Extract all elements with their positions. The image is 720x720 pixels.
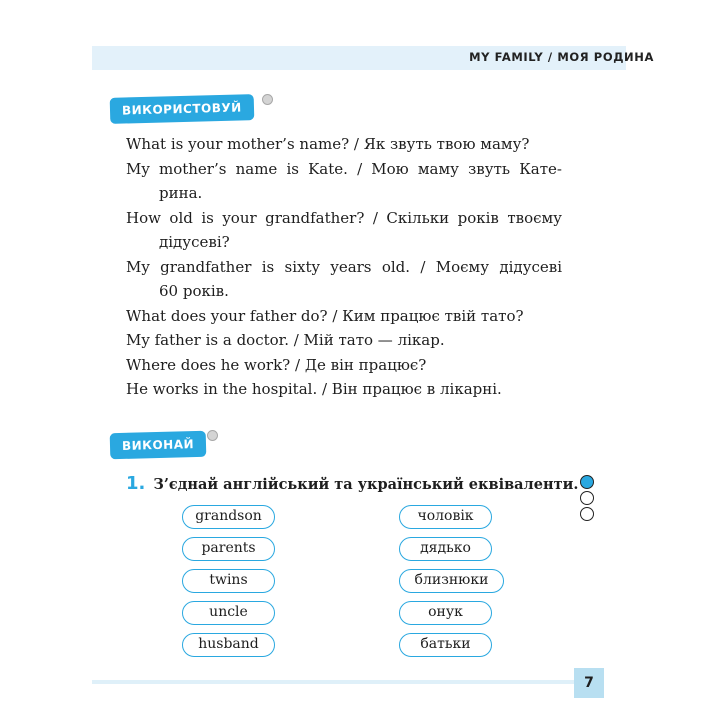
page-number: 7 — [574, 668, 604, 698]
level-dot-empty-icon — [580, 507, 594, 521]
level-dot-filled-icon — [580, 475, 594, 489]
task-instruction: З’єднай англійський та український еквіваленти. — [153, 476, 579, 493]
phrase-line: дідусеві? — [159, 233, 230, 251]
word-card-ukrainian[interactable]: онук — [399, 601, 492, 625]
phrase-line: Where does he work? / Де він працює? — [126, 355, 427, 374]
phrase-line: What is your mother’s name? / Як звуть твою маму? — [126, 135, 530, 153]
footer-bar — [92, 680, 574, 684]
word-card-english[interactable]: uncle — [182, 601, 275, 625]
word-card-ukrainian[interactable]: чоловік — [399, 505, 492, 529]
word-card-ukrainian[interactable]: дядько — [399, 537, 492, 561]
word-card-english[interactable]: twins — [182, 569, 275, 593]
word-card-ukrainian[interactable]: батьки — [399, 633, 492, 657]
phrase-line: He works in the hospital. / Він працює в лікарні. — [126, 380, 502, 398]
section-tag-do: ВИКОНАЙ — [110, 431, 207, 460]
phrase-line: рина. — [159, 184, 203, 202]
word-card-ukrainian[interactable]: близнюки — [399, 569, 504, 593]
phrase-line: My grandfather is sixty years old. / Моєму дідусеві — [126, 257, 562, 276]
task-number: 1. — [126, 473, 146, 494]
phrase-line: 60 років. — [159, 282, 229, 300]
section-tag-use: ВИКОРИСТОВУЙ — [110, 94, 254, 124]
task-heading — [126, 473, 578, 494]
phrase-line: My father is a doctor. / Мій тато — лікар. — [126, 331, 445, 349]
phrase-line: How old is your grandfather? / Скільки років твоєму — [126, 208, 562, 227]
word-card-english[interactable]: parents — [182, 537, 275, 561]
difficulty-indicator — [580, 475, 594, 523]
level-dot-empty-icon — [580, 491, 594, 505]
pin-icon — [207, 430, 218, 441]
pin-icon — [262, 94, 273, 105]
phrase-line: My mother’s name is Kate. / Мою маму звуть Кате- — [126, 159, 562, 178]
phrase-line: What does your father do? / Ким працює твій тато? — [126, 306, 524, 325]
running-header: MY FAMILY / МОЯ РОДИНА — [469, 50, 654, 64]
word-card-english[interactable]: grandson — [182, 505, 275, 529]
word-card-english[interactable]: husband — [182, 633, 275, 657]
phrase-list — [126, 132, 562, 402]
